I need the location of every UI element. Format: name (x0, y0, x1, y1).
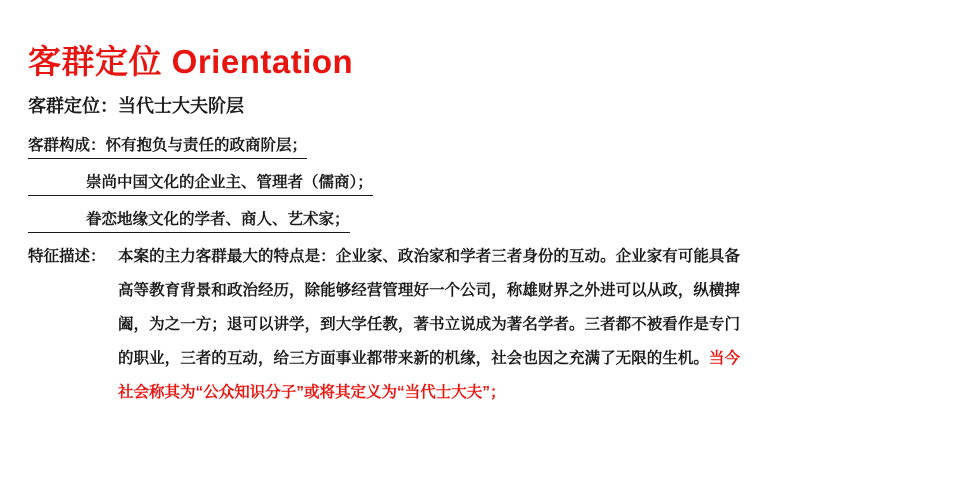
feature-body-highlight-text: 当今社会称其为“公众知识分子”或将其定义为“当代士大夫”； (118, 350, 740, 401)
composition-label: 客群构成：怀有抱负与责任的政商阶层； (28, 133, 307, 159)
feature-label: 特征描述： (28, 248, 106, 265)
composition-item-2 (28, 170, 373, 196)
feature-description-block (28, 240, 740, 410)
composition-item-2-text: 崇尚中国文化的企业主、管理者（儒商）； (86, 174, 373, 191)
feature-body (118, 240, 740, 410)
feature-body-black-text: 本案的主力客群最大的特点是：企业家、政治家和学者三者身份的互动。企业家有可能具备高等教育背景和政治经历，除能够经营管理好一个公司，称雄财界之外进可以从政，纵横捭阖，为之一方；退可以讲学，到大学任教，著书立说成为著名学者。三者都不被看作是专门的职业，三者的互动，给三方面事业都带来新的机缘，社会也因之充满了无限的生机。 (118, 248, 740, 367)
composition-item-3-text: 眷恋地缘文化的学者、商人、艺术家； (86, 211, 350, 228)
page-title: 客群定位 Orientation (28, 43, 354, 80)
positioning-line: 客群定位：当代士大夫阶层 (28, 96, 244, 116)
composition-item-3 (28, 207, 350, 233)
